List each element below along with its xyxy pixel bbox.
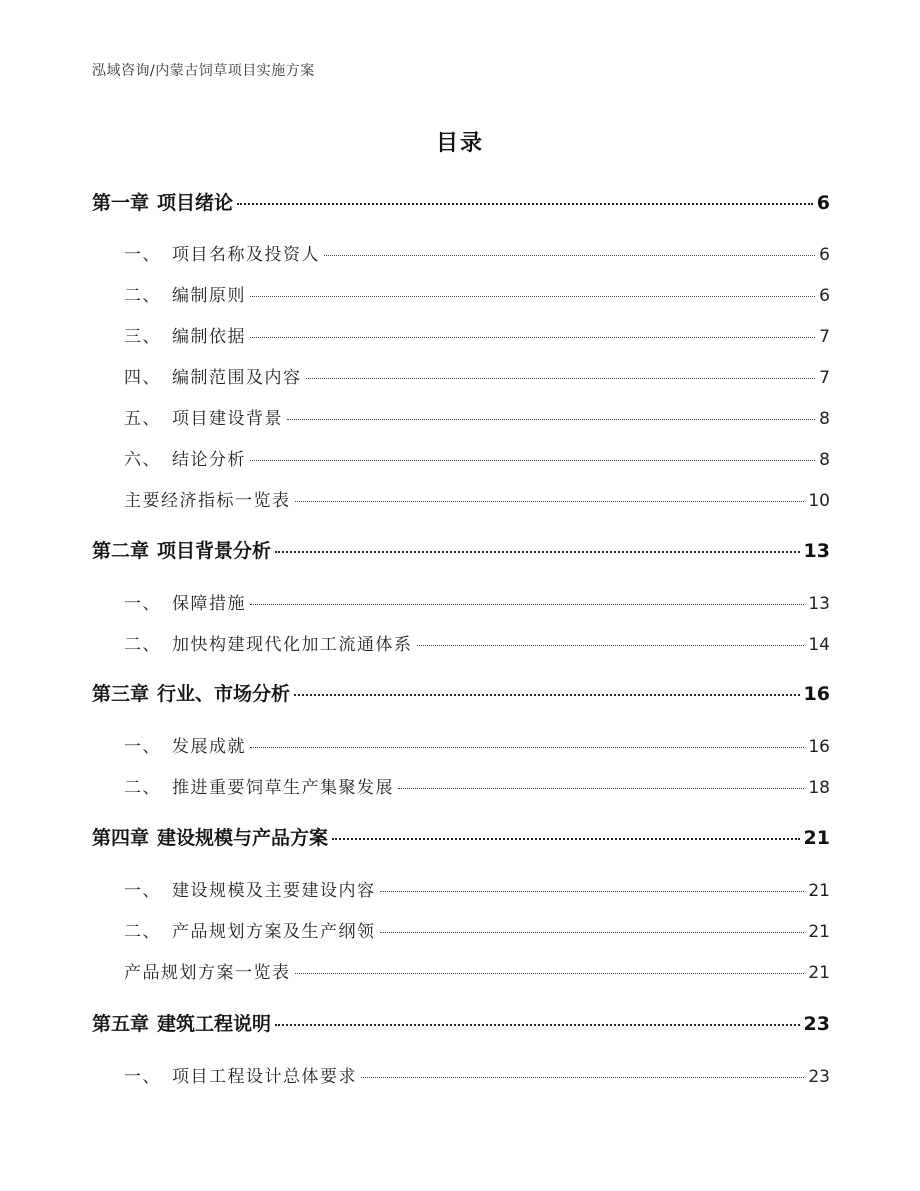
toc-entry-page: 16	[808, 737, 830, 757]
toc-entry-title: 产品规划方案一览表	[124, 963, 291, 983]
toc-entry-section[interactable]	[124, 404, 830, 429]
toc-entry-number: 第四章	[92, 827, 150, 849]
toc-entry-number: 第三章	[92, 683, 150, 705]
toc-entry-title: 建设规模及主要建设内容	[172, 881, 376, 901]
toc-entry-title: 建筑工程说明	[157, 1013, 272, 1035]
toc-entry-page: 6	[816, 192, 830, 214]
toc-entry-page: 6	[819, 245, 830, 265]
toc-entry-number: 二、	[124, 286, 161, 306]
dot-leader	[275, 551, 800, 553]
toc-entry-page: 23	[808, 1067, 830, 1087]
toc-entry-page: 21	[808, 963, 830, 983]
toc-entry-title: 结论分析	[172, 450, 246, 470]
toc-entry-number: 一、	[124, 245, 161, 265]
toc-entry-page: 6	[819, 286, 830, 306]
toc-entry-number: 五、	[124, 409, 161, 429]
toc-entry-title: 发展成就	[172, 737, 246, 757]
dot-leader	[294, 694, 800, 696]
dot-leader	[380, 891, 805, 892]
toc-entry-title: 主要经济指标一览表	[124, 491, 291, 511]
dot-leader	[237, 203, 813, 205]
toc-entry-page: 10	[808, 491, 830, 511]
toc-entry-chapter-2[interactable]	[92, 536, 830, 563]
toc-entry-number: 一、	[124, 737, 161, 757]
toc-entry-section[interactable]	[124, 630, 830, 655]
toc-entry-table[interactable]	[124, 958, 830, 983]
toc-entry-number: 二、	[124, 635, 161, 655]
dot-leader	[275, 1024, 800, 1026]
toc-entry-title: 产品规划方案及生产纲领	[172, 922, 376, 942]
dot-leader	[361, 1077, 804, 1078]
toc-entry-page: 8	[819, 409, 830, 429]
toc-entry-page: 8	[819, 450, 830, 470]
toc-entry-page: 21	[803, 827, 830, 849]
toc-entry-title: 编制原则	[172, 286, 246, 306]
toc-entry-table[interactable]	[124, 486, 830, 511]
dot-leader	[250, 604, 804, 605]
toc-entry-section[interactable]	[124, 917, 830, 942]
toc-entry-number: 二、	[124, 778, 161, 798]
toc-entry-number: 三、	[124, 327, 161, 347]
toc-entry-page: 7	[819, 327, 830, 347]
toc-entry-section[interactable]	[124, 1062, 830, 1087]
toc-entry-section[interactable]	[124, 322, 830, 347]
dot-leader	[250, 460, 815, 461]
toc-entry-title: 项目工程设计总体要求	[172, 1067, 357, 1087]
toc-entry-title: 项目名称及投资人	[172, 245, 320, 265]
toc-entry-number: 一、	[124, 1067, 161, 1087]
toc-entry-number: 一、	[124, 594, 161, 614]
dot-leader	[287, 419, 815, 420]
toc-entry-number: 第一章	[92, 192, 150, 214]
toc-entry-number: 一、	[124, 881, 161, 901]
toc-entry-page: 7	[819, 368, 830, 388]
dot-leader	[250, 747, 804, 748]
toc-entry-title: 编制依据	[172, 327, 246, 347]
toc-entry-title: 加快构建现代化加工流通体系	[172, 635, 413, 655]
running-header: 泓域咨询/内蒙古饲草项目实施方案	[92, 63, 315, 79]
toc-entry-section[interactable]	[124, 589, 830, 614]
toc-entry-section[interactable]	[124, 445, 830, 470]
toc-entry-section[interactable]	[124, 363, 830, 388]
toc-entry-page: 16	[803, 683, 830, 705]
dot-leader	[332, 838, 800, 840]
toc-entry-chapter-1[interactable]	[92, 188, 830, 215]
toc-entry-section[interactable]	[124, 876, 830, 901]
toc-entry-title: 编制范围及内容	[172, 368, 302, 388]
toc-entry-page: 23	[803, 1013, 830, 1035]
toc-entry-section[interactable]	[124, 773, 830, 798]
dot-leader	[306, 378, 816, 379]
toc-entry-title: 项目背景分析	[157, 540, 272, 562]
toc-entry-number: 第二章	[92, 540, 150, 562]
toc-title: 目录	[435, 131, 484, 156]
toc-entry-chapter-3[interactable]	[92, 679, 830, 706]
dot-leader	[417, 645, 805, 646]
toc-entry-page: 21	[808, 881, 830, 901]
toc-entry-title: 项目绪论	[157, 192, 234, 214]
toc-entry-page: 13	[803, 540, 830, 562]
dot-leader	[324, 255, 815, 256]
toc-entry-page: 21	[808, 922, 830, 942]
toc-entry-number: 第五章	[92, 1013, 150, 1035]
toc-entry-section[interactable]	[124, 732, 830, 757]
toc-entry-title: 保障措施	[172, 594, 246, 614]
toc-entry-page: 18	[808, 778, 830, 798]
toc-entry-chapter-4[interactable]	[92, 823, 830, 850]
toc-entry-number: 二、	[124, 922, 161, 942]
dot-leader	[250, 337, 815, 338]
toc-entry-number: 四、	[124, 368, 161, 388]
toc-entry-page: 14	[808, 635, 830, 655]
toc-entry-number: 六、	[124, 450, 161, 470]
toc-entry-title: 建设规模与产品方案	[157, 827, 329, 849]
dot-leader	[295, 973, 805, 974]
dot-leader	[295, 501, 805, 502]
toc-entry-title: 行业、市场分析	[157, 683, 291, 705]
toc-entry-section[interactable]	[124, 281, 830, 306]
toc-entry-title: 推进重要饲草生产集聚发展	[172, 778, 394, 798]
toc-entry-page: 13	[808, 594, 830, 614]
toc-entry-section[interactable]	[124, 240, 830, 265]
dot-leader	[380, 932, 805, 933]
dot-leader	[398, 788, 804, 789]
toc-entry-chapter-5[interactable]	[92, 1009, 830, 1036]
dot-leader	[250, 296, 815, 297]
toc-entry-title: 项目建设背景	[172, 409, 283, 429]
